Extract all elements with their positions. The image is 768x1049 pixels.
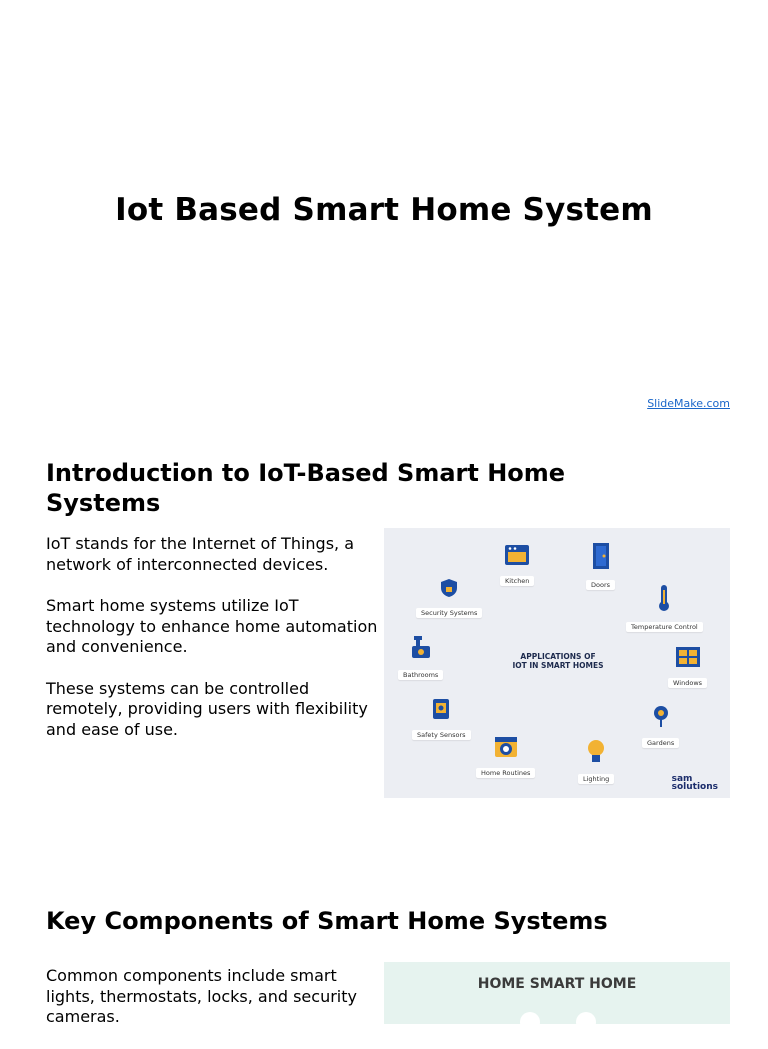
components-heading: Key Components of Smart Home Systems	[46, 907, 608, 935]
node-kitchen	[500, 544, 534, 587]
node-label: Home Routines	[476, 768, 535, 778]
components-paragraph: Common components include smart lights, thermostats, locks, and security cameras.	[46, 966, 357, 1026]
home-smart-home-infographic	[384, 962, 730, 1024]
node-bathrooms	[398, 634, 443, 681]
thermometer-icon	[657, 584, 671, 612]
node-label: Bathrooms	[398, 670, 443, 680]
node-temperature	[626, 584, 703, 633]
node-windows	[668, 646, 707, 689]
components-text	[46, 966, 381, 1049]
node-label: Kitchen	[500, 576, 534, 586]
oven-icon	[504, 544, 530, 566]
intro-paragraph: Smart home systems utilize IoT technology to enhance home automation and convenience.	[46, 596, 378, 656]
thermostat-icon	[576, 1012, 596, 1024]
node-label: Security Systems	[416, 608, 482, 618]
node-label: Windows	[668, 678, 707, 688]
node-home-routines	[476, 736, 535, 779]
node-gardens	[642, 704, 679, 749]
washer-icon	[494, 736, 518, 758]
slide-title: Iot Based Smart Home System	[115, 192, 653, 228]
window-icon	[675, 646, 701, 668]
node-lighting	[578, 738, 614, 785]
sensor-icon	[432, 698, 450, 720]
node-label: Doors	[586, 580, 615, 590]
node-security	[416, 578, 482, 619]
door-icon	[591, 542, 611, 570]
shield-lock-icon	[439, 578, 459, 598]
infographic-title: HOME SMART HOME	[477, 976, 637, 992]
node-label: Lighting	[578, 774, 614, 784]
intro-heading: Introduction to IoT-Based Smart Home Systems	[46, 459, 566, 517]
node-label: Safety Sensors	[412, 730, 471, 740]
iot-applications-infographic	[384, 528, 730, 798]
shower-icon	[410, 634, 432, 660]
infographic-center-label: APPLICATIONS OF IOT IN SMART HOMES	[512, 652, 604, 670]
sam-solutions-logo: sam solutions	[671, 774, 718, 792]
appliance-icon	[520, 1012, 540, 1024]
node-label: Gardens	[642, 738, 679, 748]
slidemake-link[interactable]: SlideMake.com	[647, 397, 730, 410]
bulb-icon	[585, 738, 607, 764]
node-label: Temperature Control	[626, 622, 703, 632]
intro-text	[46, 534, 381, 761]
intro-paragraph: These systems can be controlled remotely, providing users with flexibility and ease of use.	[46, 678, 368, 739]
node-doors	[586, 542, 615, 591]
flower-icon	[650, 704, 672, 728]
intro-paragraph: IoT stands for the Internet of Things, a network of interconnected devices.	[46, 534, 355, 574]
node-safety-sensors	[412, 698, 471, 741]
